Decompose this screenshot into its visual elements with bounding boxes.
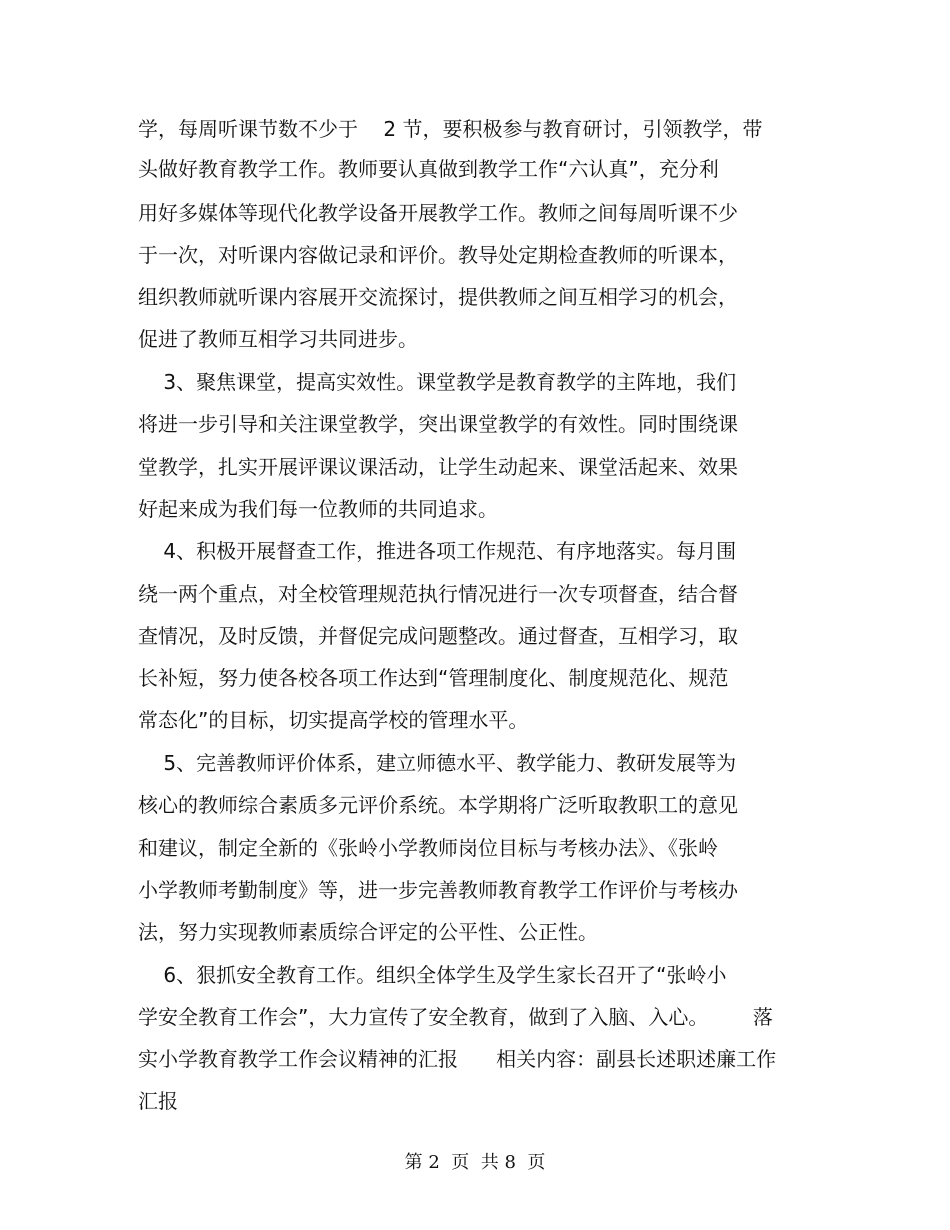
text-line: 5、完善教师评价体系，建立师德水平、教学能力、教研发展等为 [138,751,737,775]
text-line: 于一次，对听课内容做记录和评价。教导处定期检查教师的听课本， [138,243,738,267]
text-line: 汇报 [138,1089,178,1113]
text-line: 4、积极开展督查工作，推进各项工作规范、有序地落实。每月围 [138,539,737,563]
text-line: 核心的教师综合素质多元评价系统。本学期将广泛听取教职工的意见 [138,793,738,817]
text-line: 用好多媒体等现代化教学设备开展教学工作。教师之间每周听课不少 [138,201,738,225]
text-line: 将进一步引导和关注课堂教学，突出课堂教学的有效性。同时围绕课 [138,412,738,436]
text-line: 查情况，及时反馈，并督促完成问题整改。通过督查，互相学习，取 [138,624,738,648]
text-line: 堂教学，扎实开展评课议课活动，让学生动起来、课堂活起来、效果 [138,455,738,479]
text-line: 长补短，努力使各校各项工作达到“管理制度化、制度规范化、规范 [138,666,729,690]
text-line: 6、狠抓安全教育工作。组织全体学生及学生家长召开了“张岭小 [138,963,727,987]
text-line: 学，每周听课节数不少于 2 节，要积极参与教育研讨，引领教学，带 [138,117,763,141]
text-line: 实小学教育教学工作会议精神的汇报 相关内容：副县长述职述廉工作 [138,1047,777,1071]
text-line: 绕一两个重点，对全校管理规范执行情况进行一次专项督查，结合督 [138,582,738,606]
text-line: 好起来成为我们每一位教师的共同追求。 [138,497,498,521]
text-line: 头做好教育教学工作。教师要认真做到教学工作“六认真”，充分利 [138,157,719,181]
text-line: 和建议，制定全新的《张岭小学教师岗位目标与考核办法》、《张岭 [138,836,718,860]
text-line: 法，努力实现教师素质综合评定的公平性、公正性。 [138,920,598,944]
text-line: 小学教师考勤制度》等，进一步完善教师教育教学工作评价与考核办 [138,878,738,902]
text-line: 3、聚焦课堂，提高实效性。课堂教学是教育教学的主阵地，我们 [138,370,737,394]
text-line: 组织教师就听课内容展开交流探讨，提供教师之间互相学习的机会， [138,285,738,309]
page-footer: 第 2 页 共 8 页 [404,1152,546,1173]
text-line: 常态化”的目标，切实提高学校的管理水平。 [138,708,529,732]
text-line: 促进了教师互相学习共同进步。 [138,327,418,351]
text-line: 学安全教育工作会”，大力宣传了安全教育，做到了入脑、入心。 落 [138,1005,773,1029]
